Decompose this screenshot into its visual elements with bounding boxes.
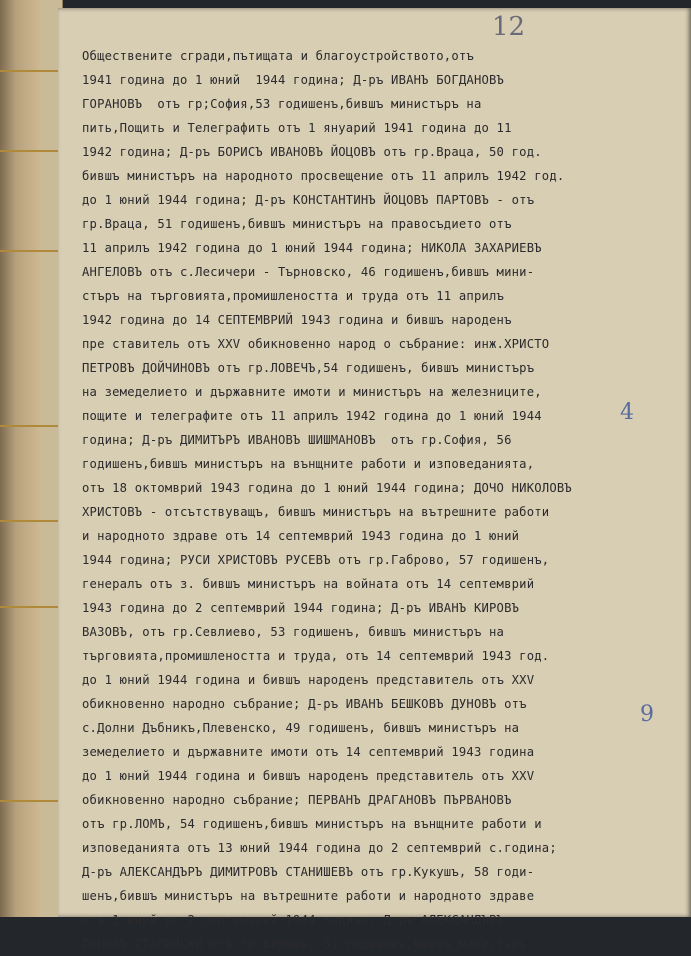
text-line: до 1 юний 1944 година и бившъ народенъ представитель отъ XXV [82, 673, 535, 687]
margin-mark: 4 [620, 400, 634, 425]
text-line: бившъ министъръ на народното просвещение отъ 11 априлъ 1942 год. [82, 169, 565, 183]
text-line: ВАЗОВЪ, отъ гр.Севлиево, 53 годишенъ, бившъ министъръ на [82, 625, 505, 639]
typewritten-text [82, 44, 682, 956]
text-line: пощите и телеграфите отъ 11 априлъ 1942 година до 1 юний 1944 [82, 409, 542, 423]
text-line: пить,Пощить и Телеграфить отъ 1 януарий 1941 година до 11 [82, 121, 512, 135]
binding-thread [0, 425, 60, 427]
text-line: отъ гр.ЛОМЪ, 54 годишенъ,бившъ министъръ на вънщните работи и [82, 817, 542, 831]
text-line: обикновенно народно събрание; ПЕРВАНЪ ДРАГАНОВЪ ПЪРВАНОВЪ [82, 793, 512, 807]
binding-thread [0, 150, 60, 152]
margin-mark: 9 [640, 702, 654, 727]
binding-thread [0, 520, 60, 522]
text-line: Обществените сгради,пътищата и благоустройството,отъ [82, 49, 474, 63]
text-line: с.Долни Дъбникъ,Плевенско, 49 годишенъ, бившъ министъръ на [82, 721, 520, 735]
text-line: до 1 юний 1944 година; Д-ръ КОНСТАНТИНЪ ЙОЦОВЪ ПАРТОВЪ - отъ [82, 193, 535, 207]
text-line: на земеделието и държавните имоти и министъръ на железниците, [82, 385, 542, 399]
text-line: годишенъ,бившъ министъръ на вънщните работи и изповеданията, [82, 457, 535, 471]
text-line: отъ 1 юний до 2 септемврий 1944 година; Д-ръ АЛЕКСАНДЪРЪ [82, 913, 505, 927]
text-line: търговията,промишлеността и труда, отъ 14 септемврий 1943 год. [82, 649, 550, 663]
binding-thread [0, 70, 60, 72]
text-line: Д-ръ АЛЕКСАНДЪРЪ ДИМИТРОВЪ СТАНИШЕВЪ отъ гр.Кукушъ, 58 годи- [82, 865, 535, 879]
text-line: стъръ на търговията,промишлеността и труда отъ 11 априлъ [82, 289, 505, 303]
text-line: 1941 година до 1 юний 1944 година; Д-ръ ИВАНЪ БОГДАНОВЪ [82, 73, 505, 87]
text-line: 11 априлъ 1942 година до 1 юний 1944 година; НИКОЛА ЗАХАРИЕВЪ [82, 241, 542, 255]
text-line: 1943 година до 2 септемврий 1944 година; Д-ръ ИВАНЪ КИРОВЪ [82, 601, 520, 615]
text-line: 1944 година; РУСИ ХРИСТОВЪ РУСЕВЪ отъ гр.Габрово, 57 годишенъ, [82, 553, 550, 567]
text-line: 1942 година; Д-ръ БОРИСЪ ИВАНОВЪ ЙОЦОВЪ отъ гр.Враца, 50 год. [82, 145, 542, 159]
text-line: шенъ,бившъ министъръ на вътрешните работи и народното здраве [82, 889, 535, 903]
text-line: до 1 юний 1944 година и бившъ народенъ представитель отъ XXV [82, 769, 535, 783]
text-line: изповеданията отъ 13 юний 1944 година до 2 септемврий с.година; [82, 841, 557, 855]
text-line: генералъ отъ з. бившъ министъръ на войната отъ 14 септемврий [82, 577, 535, 591]
text-line: ГОРАНОВЪ отъ гр;София,53 годишенъ,бившъ министъръ на [82, 97, 482, 111]
binding-thread [0, 800, 60, 802]
text-line: земеделието и държавните имоти отъ 14 септемврий 1943 година [82, 745, 535, 759]
text-line: пре ставитель отъ XXV обикновенно народ о събрание: инж.ХРИСТО [82, 337, 550, 351]
text-line: 1942 година до 14 СЕПТЕМВРИЙ 1943 година и бившъ народенъ [82, 313, 512, 327]
binding-thread [0, 606, 60, 608]
text-line: гр.Враца, 51 годишенъ,бившъ министъръ на правосъдието отъ [82, 217, 512, 231]
text-line: ПАНОВЪ СТАЛИЙСКИ отъ гр.Видинъ, 51 годишенъ,бившъ министъръ [82, 937, 527, 951]
text-line: АНГЕЛОВЪ отъ с.Лесичери - Търновско, 46 годишенъ,бившъ мини- [82, 265, 535, 279]
binding-thread [0, 250, 60, 252]
text-line: година; Д-ръ ДИМИТЪРЪ ИВАНОВЪ ШИШМАНОВЪ отъ гр.София, 56 [82, 433, 512, 447]
text-line: ПЕТРОВЪ ДОЙЧИНОВЪ отъ гр.ЛОВЕЧЪ,54 годишенъ, бившъ министъръ [82, 361, 535, 375]
document-binding [0, 0, 40, 917]
text-line: и народното здраве отъ 14 септемврий 1943 година до 1 юний [82, 529, 520, 543]
text-line: обикновенно народно събрание; Д-ръ ИВАНЪ БЕШКОВЪ ДУНОВЪ отъ [82, 697, 527, 711]
text-line: отъ 18 октомврий 1943 година до 1 юний 1944 година; ДОЧО НИКОЛОВЪ [82, 481, 572, 495]
text-line: ХРИСТОВЪ - отсътствуващъ, бившъ министъръ на вътрешните работи [82, 505, 550, 519]
page-number: 12 [492, 12, 526, 42]
